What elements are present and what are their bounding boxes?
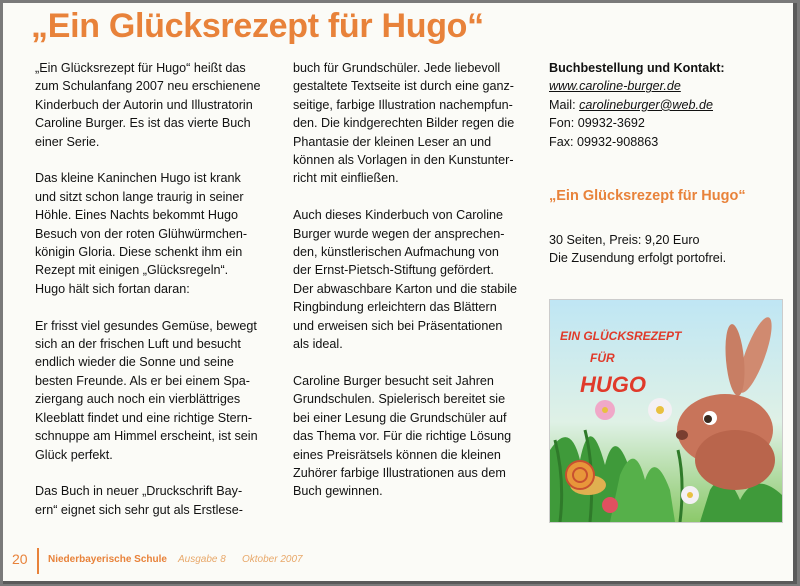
page-number: 20 [12, 551, 28, 567]
book-details: 30 Seiten, Preis: 9,20 Euro [549, 233, 700, 247]
article-column-1 [35, 59, 285, 538]
cover-title-line3: HUGO [580, 372, 646, 397]
email-link[interactable]: carolineburger@web.de [579, 97, 713, 112]
issue-date: Oktober 2007 [242, 554, 303, 565]
website-link[interactable]: www.caroline-burger.de [549, 79, 681, 94]
paragraph: Caroline Burger besucht seit Jahren Grundschulen. Spielerisch bereitet sie bei einer Lesung die Grundschüler auf das Thema vor. Für die richtige Lösung eines Preisrätsels können die kleinen Zuhörer farbige Illustrationen aus dem Buch gewinnen. [293, 373, 512, 499]
paragraph: „Ein Glücksrezept für Hugo“ heißt das zum Schulanfang 2007 neu erschienene Kinderbuch der Autorin und Illustratorin Caroline Burger. Es ist das vierte Buch einer Serie. [35, 61, 261, 149]
book-cover-image [549, 299, 783, 523]
paragraph: Er frisst viel gesundes Gemüse, bewegt sich an der frischen Luft und besucht endlich wieder die Sonne und seine besten Freunde. Als er bei einem Spa- ziergang auch noch ein vierblättriges Kleeblatt findet und eine richtige Stern- schnuppe am Himmel erscheint, ist sein Glück perfekt. [35, 318, 258, 462]
phone-number: Fon: 09932-3692 [549, 116, 645, 131]
paragraph: Das Buch in neuer „Druckschrift Bay- ern“ eignet sich sehr gut als Erstlese- [35, 484, 243, 517]
paragraph: buch für Grundschüler. Jede liebevoll gestaltete Textseite ist durch eine ganz- seitige, farbige Illustration nachempfun- den. Die kindgerechten Bilder regen die Phantasie der kleinen Leser an und können als Vorlagen in den Kunstunter- richt mit einfließen. [293, 61, 515, 186]
page-footer [3, 548, 793, 574]
article-title: „Ein Glücksrezept für Hugo“ [31, 7, 484, 45]
book-info [549, 231, 726, 268]
publication-name: Niederbayerische Schule [48, 554, 167, 565]
cover-title-line1: EIN GLÜCKSREZEPT [560, 329, 682, 343]
paragraph: Auch dieses Kinderbuch von Caroline Burger wurde wegen der ansprechen- den, künstlerischen Aufmachung von der Ernst-Pietsch-Stiftung gefördert. Der abwaschbare Karton und die stabile Ringbindung erleichtern das Blättern und erweisen sich bei Präsentationen als ideal. [293, 208, 518, 352]
footer-divider [37, 548, 39, 574]
book-title: „Ein Glücksrezept für Hugo“ [549, 188, 746, 204]
article-column-2 [293, 59, 538, 519]
contact-box [549, 59, 789, 151]
issue-number: Ausgabe 8 [178, 554, 226, 565]
paragraph: Das kleine Kaninchen Hugo ist krank und sitzt schon lange traurig in seiner Höhle. Eines Nachts bekommt Hugo Besuch von der roten Glühwürmchen- königin Gloria. Diese schenkt ihm ein Rezept mit einigen „Glücksregeln“. Hugo hält sich fortan daran: [35, 171, 248, 296]
cover-title-line2: FÜR [590, 351, 615, 365]
fax-number: Fax: 09932-908863 [549, 134, 659, 149]
contact-heading: Buchbestellung und Kontakt: [549, 61, 725, 75]
shipping-note: Die Zusendung erfolgt portofrei. [549, 251, 727, 266]
magazine-page [3, 3, 797, 584]
mail-label: Mail: [549, 97, 580, 112]
book-cover-illustration [550, 300, 782, 522]
